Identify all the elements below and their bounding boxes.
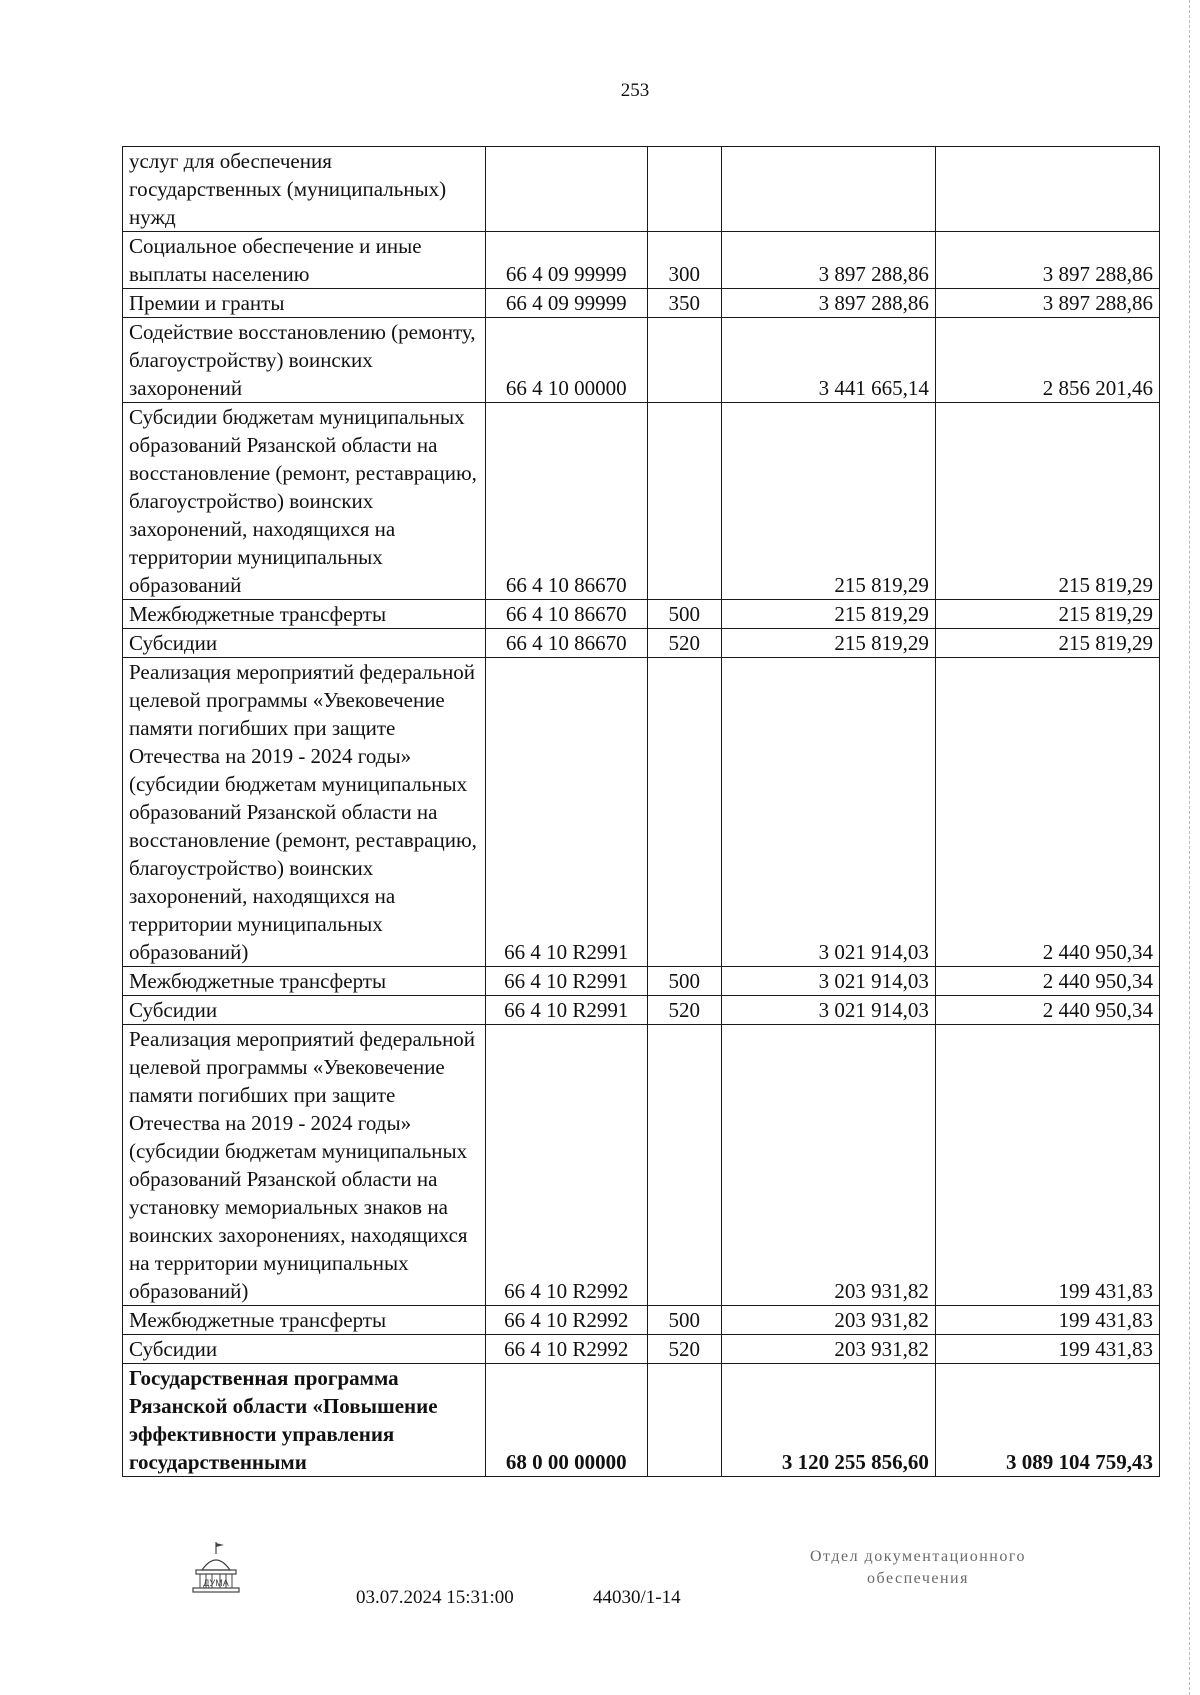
row-expense-type <box>647 318 721 403</box>
footer-reg-number: 44030/1-14 <box>593 1587 681 1608</box>
row-code: 66 4 10 R2991 <box>485 996 647 1025</box>
row-expense-type: 520 <box>647 1335 721 1364</box>
row-expense-type <box>647 658 721 967</box>
row-amount-2: 199 431,83 <box>935 1335 1159 1364</box>
row-amount-2: 2 440 950,34 <box>935 996 1159 1025</box>
row-name: Социальное обеспечение и иные выплаты населению <box>123 232 486 289</box>
row-amount-2: 3 897 288,86 <box>935 289 1159 318</box>
table-row <box>123 289 1160 318</box>
duma-building-icon <box>188 1540 244 1600</box>
row-expense-type <box>647 1025 721 1306</box>
footer-date: 03.07.2024 15:31:00 <box>356 1587 514 1608</box>
row-name: Субсидии <box>123 996 486 1025</box>
page-number: 253 <box>620 80 650 101</box>
row-expense-type: 520 <box>647 629 721 658</box>
table-row <box>123 967 1160 996</box>
row-amount-2: 3 089 104 759,43 <box>935 1364 1159 1477</box>
row-expense-type: 500 <box>647 967 721 996</box>
row-code: 66 4 09 99999 <box>485 232 647 289</box>
row-code: 66 4 10 R2992 <box>485 1335 647 1364</box>
row-code: 66 4 10 R2991 <box>485 658 647 967</box>
row-code: 66 4 10 R2992 <box>485 1025 647 1306</box>
row-amount-1: 203 931,82 <box>721 1025 935 1306</box>
row-amount-2: 215 819,29 <box>935 600 1159 629</box>
row-amount-1: 3 897 288,86 <box>721 289 935 318</box>
row-name: услуг для обеспечения государственных (муниципальных) нужд <box>123 147 486 232</box>
row-name: Межбюджетные трансферты <box>123 600 486 629</box>
table-row <box>123 1364 1160 1477</box>
scan-edge <box>1189 0 1194 1695</box>
row-expense-type <box>647 403 721 600</box>
row-name: Субсидии <box>123 629 486 658</box>
row-name: Межбюджетные трансферты <box>123 967 486 996</box>
table-row <box>123 1025 1160 1306</box>
table-row <box>123 658 1160 967</box>
row-amount-1: 3 021 914,03 <box>721 996 935 1025</box>
row-expense-type: 500 <box>647 1306 721 1335</box>
table-row <box>123 232 1160 289</box>
row-name: Реализация мероприятий федеральной целевой программы «Увековечение памяти погибших при защите Отечества на 2019 - 2024 годы» (субсидии бюджетам муниципальных образований Рязанской области на восстановление (ремонт, реставрацию, благоустройство) воинских захоронений, находящихся на территории муниципальных образований) <box>123 658 486 967</box>
budget-table <box>122 146 1160 1477</box>
logo-text: ДУМА <box>203 1578 229 1588</box>
row-name: Реализация мероприятий федеральной целевой программы «Увековечение памяти погибших при защите Отечества на 2019 - 2024 годы» (субсидии бюджетам муниципальных образований Рязанской области на установку мемориальных знаков на воинских захоронениях, находящихся на территории муниципальных образований) <box>123 1025 486 1306</box>
row-amount-1: 3 441 665,14 <box>721 318 935 403</box>
row-name: Премии и гранты <box>123 289 486 318</box>
row-code: 66 4 10 R2991 <box>485 967 647 996</box>
row-amount-1: 3 120 255 856,60 <box>721 1364 935 1477</box>
table-row <box>123 996 1160 1025</box>
table-row <box>123 318 1160 403</box>
row-name: Государственная программа Рязанской области «Повышение эффективности управления государственными <box>123 1364 486 1477</box>
table-row <box>123 1335 1160 1364</box>
row-amount-1: 3 021 914,03 <box>721 967 935 996</box>
row-expense-type <box>647 147 721 232</box>
table-row <box>123 403 1160 600</box>
row-amount-2 <box>935 147 1159 232</box>
row-amount-2: 2 856 201,46 <box>935 318 1159 403</box>
table-row <box>123 600 1160 629</box>
row-expense-type <box>647 1364 721 1477</box>
row-amount-2: 215 819,29 <box>935 403 1159 600</box>
row-amount-2: 199 431,83 <box>935 1025 1159 1306</box>
row-amount-2: 2 440 950,34 <box>935 658 1159 967</box>
row-amount-1: 215 819,29 <box>721 403 935 600</box>
row-code: 66 4 10 86670 <box>485 600 647 629</box>
row-amount-1: 215 819,29 <box>721 629 935 658</box>
row-code: 68 0 00 00000 <box>485 1364 647 1477</box>
row-amount-1: 215 819,29 <box>721 600 935 629</box>
row-amount-2: 2 440 950,34 <box>935 967 1159 996</box>
budget-table-body <box>123 147 1160 1477</box>
row-amount-1: 203 931,82 <box>721 1306 935 1335</box>
table-row <box>123 147 1160 232</box>
row-amount-2: 199 431,83 <box>935 1306 1159 1335</box>
row-amount-1: 3 897 288,86 <box>721 232 935 289</box>
row-name: Межбюджетные трансферты <box>123 1306 486 1335</box>
row-expense-type: 300 <box>647 232 721 289</box>
row-name: Содействие восстановлению (ремонту, благоустройству) воинских захоронений <box>123 318 486 403</box>
row-expense-type: 520 <box>647 996 721 1025</box>
stamp-line-1: Отдел документационного <box>809 1548 1027 1565</box>
row-amount-2: 215 819,29 <box>935 629 1159 658</box>
row-expense-type: 350 <box>647 289 721 318</box>
row-amount-1 <box>721 147 935 232</box>
row-code: 66 4 10 00000 <box>485 318 647 403</box>
table-row <box>123 1306 1160 1335</box>
row-expense-type: 500 <box>647 600 721 629</box>
row-name: Субсидии <box>123 1335 486 1364</box>
row-amount-2: 3 897 288,86 <box>935 232 1159 289</box>
row-code: 66 4 09 99999 <box>485 289 647 318</box>
row-code: 66 4 10 R2992 <box>485 1306 647 1335</box>
department-stamp <box>778 1546 1058 1590</box>
stamp-line-2: обеспечения <box>867 1570 969 1587</box>
row-amount-1: 3 021 914,03 <box>721 658 935 967</box>
row-code: 66 4 10 86670 <box>485 403 647 600</box>
row-name: Субсидии бюджетам муниципальных образований Рязанской области на восстановление (ремонт, реставрацию, благоустройство) воинских захоронений, находящихся на территории муниципальных образований <box>123 403 486 600</box>
row-code: 66 4 10 86670 <box>485 629 647 658</box>
table-row <box>123 629 1160 658</box>
row-amount-1: 203 931,82 <box>721 1335 935 1364</box>
row-code <box>485 147 647 232</box>
